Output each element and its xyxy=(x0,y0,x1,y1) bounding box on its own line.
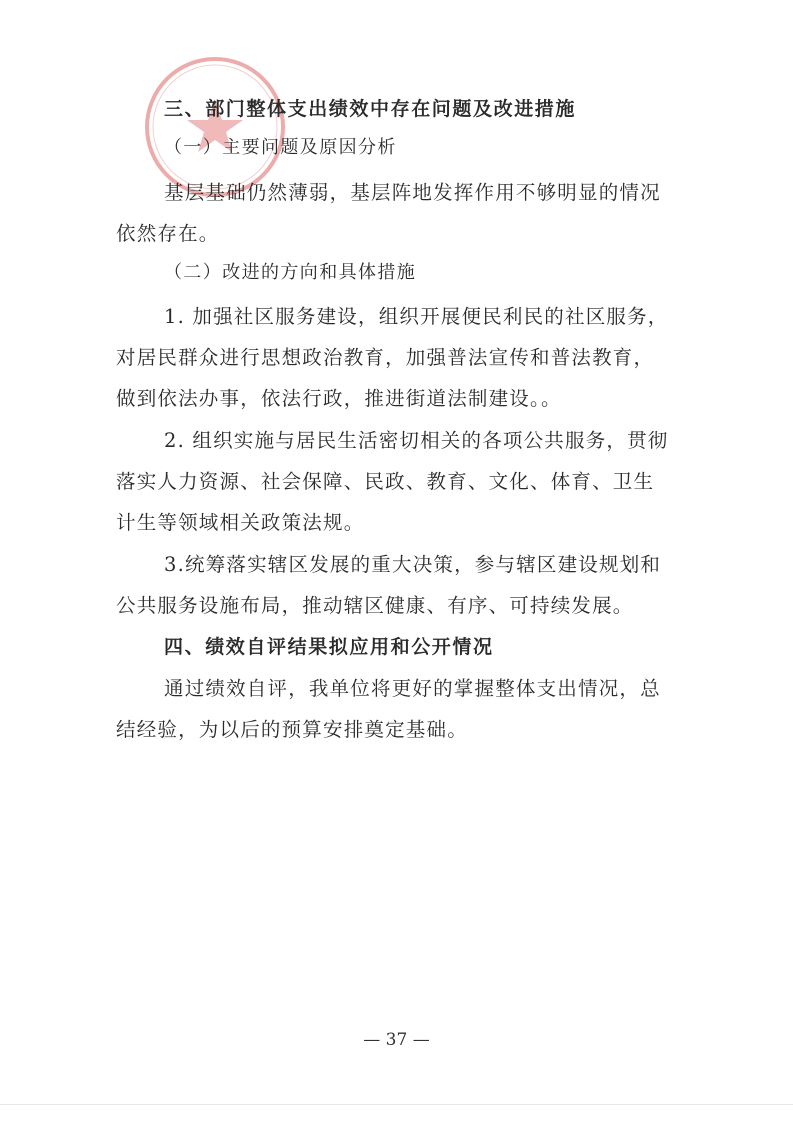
list-item-1-line: 对居民群众进行思想政治教育，加强普法宣传和普法教育， xyxy=(116,346,655,369)
list-item-1-line: 1. 加强社区服务建设，组织开展便民利民的社区服务， xyxy=(164,305,669,328)
list-item-3-line: 公共服务设施布局，推动辖区健康、有序、可持续发展。 xyxy=(116,594,634,617)
page-number: — 37 — xyxy=(363,1030,430,1050)
scan-edge-divider xyxy=(0,1104,793,1105)
paragraph-line: 依然存在。 xyxy=(116,222,220,245)
paragraph-line: 通过绩效自评，我单位将更好的掌握整体支出情况，总 xyxy=(164,677,661,700)
subsection-2-heading: （二）改进的方向和具体措施 xyxy=(164,262,417,283)
list-item-2-line: 落实人力资源、社会保障、民政、教育、文化、体育、卫生 xyxy=(116,470,655,493)
subsection-1-heading: （一）主要问题及原因分析 xyxy=(164,137,397,158)
paragraph-line: 结经验，为以后的预算安排奠定基础。 xyxy=(116,718,468,741)
paragraph-line: 基层基础仍然薄弱，基层阵地发挥作用不够明显的情况 xyxy=(164,181,661,204)
list-item-3-line: 3.统筹落实辖区发展的重大决策，参与辖区建设规划和 xyxy=(164,553,662,576)
section-4-heading: 四、绩效自评结果拟应用和公开情况 xyxy=(164,636,494,658)
list-item-2-line: 2. 组织实施与居民生活密切相关的各项公共服务，贯彻 xyxy=(164,429,669,452)
list-item-2-line: 计生等领域相关政策法规。 xyxy=(116,511,365,534)
list-item-1-line: 做到依法办事，依法行政，推进街道法制建设。。 xyxy=(116,387,562,410)
section-3-heading: 三、部门整体支出绩效中存在问题及改进措施 xyxy=(164,98,577,120)
